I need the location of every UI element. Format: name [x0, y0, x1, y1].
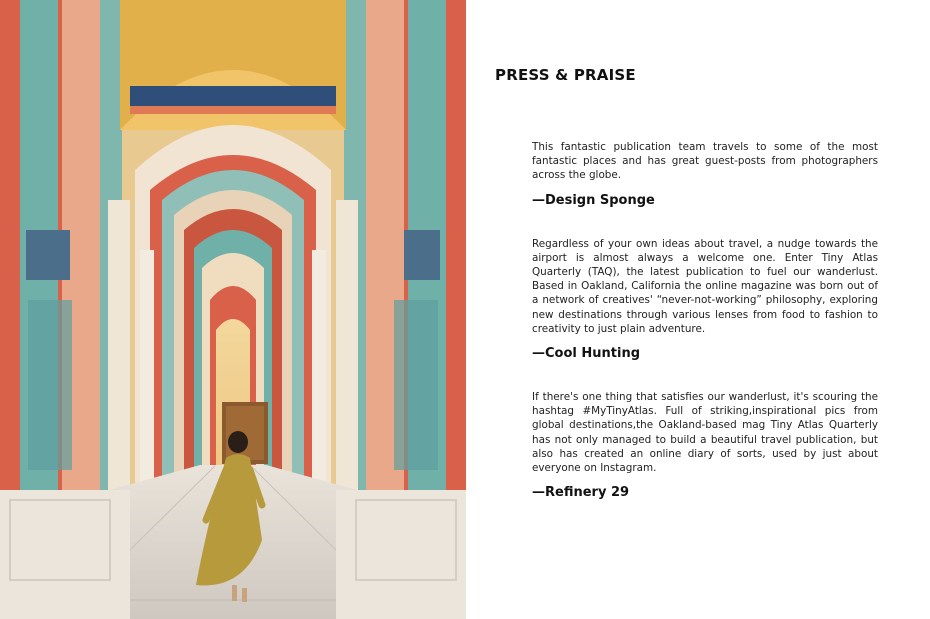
quote-text: This fantastic publication team travels to some of the most fantastic places and has great guest-posts from photographers across the globe. — [532, 141, 878, 182]
quotes-list — [532, 140, 878, 500]
quote-attribution: —Refinery 29 — [532, 485, 630, 501]
quote-text: If there's one thing that satisfies our wanderlust, it's scouring the hashtag #MyTinyAtlas. Full of striking,inspirational pics from global destinations,the Oakland-based mag Tiny Atlas Quarterly has not only managed to build a beautiful travel publication, but also has created an online diary of sorts, used by just about everyone on Instagram. — [532, 391, 878, 475]
quote-refinery-29 — [532, 390, 878, 500]
section-heading: PRESS & PRAISE — [495, 66, 636, 84]
press-section — [466, 0, 930, 619]
quote-attribution: —Cool Hunting — [532, 346, 641, 362]
quote-text: Regardless of your own ideas about travel, a nudge towards the airport is almost always a welcome one. Enter Tiny Atlas Quarterly (TAQ), the latest publication to fuel our wanderlust. Based in Oakland, California the online magazine was born out of a network of creatives' “never-not-working” philosophy, exploring new destinations through various lenses from food to fashion to creativity to just plain adventure. — [532, 237, 878, 335]
quote-cool-hunting — [532, 237, 878, 361]
quote-attribution: —Design Sponge — [532, 192, 655, 208]
quote-design-sponge — [532, 140, 878, 208]
